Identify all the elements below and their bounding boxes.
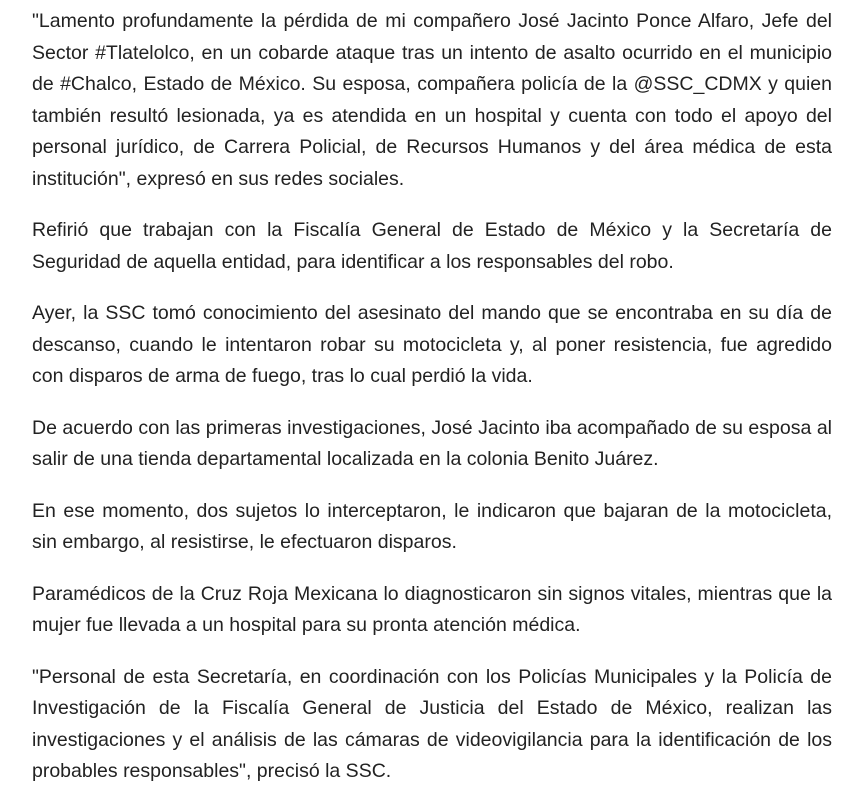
article-paragraph-closing-quote: "Personal de esta Secretaría, en coordinación con los Policías Municipales y la Policía de Investigación de la Fiscalía General de Justicia del Estado de México, realizan las investigaciones y el análisis de las cámaras de videovigilancia para la identificación de los probables responsables", precisó la SSC. <box>32 665 832 782</box>
article-paragraph-investigation: De acuerdo con las primeras investigaciones, José Jacinto iba acompañado de su esposa al salir de una tienda departamental localizada en la colonia Benito Juárez. <box>32 416 832 470</box>
article-paragraph-incident: Ayer, la SSC tomó conocimiento del asesinato del mando que se encontraba en su día de descanso, cuando le intentaron robar su motocicleta y, al poner resistencia, fue agredido con disparos de arma de fuego, tras lo cual perdió la vida. <box>32 302 832 387</box>
article-paragraph-fiscalia: Refirió que trabajan con la Fiscalía General de Estado de México y la Secretaría de Seguridad de aquella entidad, para identificar a los responsables del robo. <box>32 219 832 273</box>
article-paragraph-quote-ssc-chief: "Lamento profundamente la pérdida de mi compañero José Jacinto Ponce Alfaro, Jefe del Sector #Tlatelolco, en un cobarde ataque tras un intento de asalto ocurrido en el municipio de #Chalco, Estado de México. Su esposa, compañera policía de la @SSC_CDMX y quien también resultó lesionada, ya es atendida en un hospital y cuenta con todo el apoyo del personal jurídico, de Carrera Policial, de Recursos Humanos y del área médica de esta institución", expresó en sus redes sociales. <box>32 10 832 190</box>
article-paragraph-interception: En ese momento, dos sujetos lo interceptaron, le indicaron que bajaran de la motocicleta, sin embargo, al resistirse, le efectuaron disparos. <box>32 499 832 553</box>
article-paragraph-paramedics: Paramédicos de la Cruz Roja Mexicana lo diagnosticaron sin signos vitales, mientras que la mujer fue llevada a un hospital para su pronta atención médica. <box>32 582 832 636</box>
